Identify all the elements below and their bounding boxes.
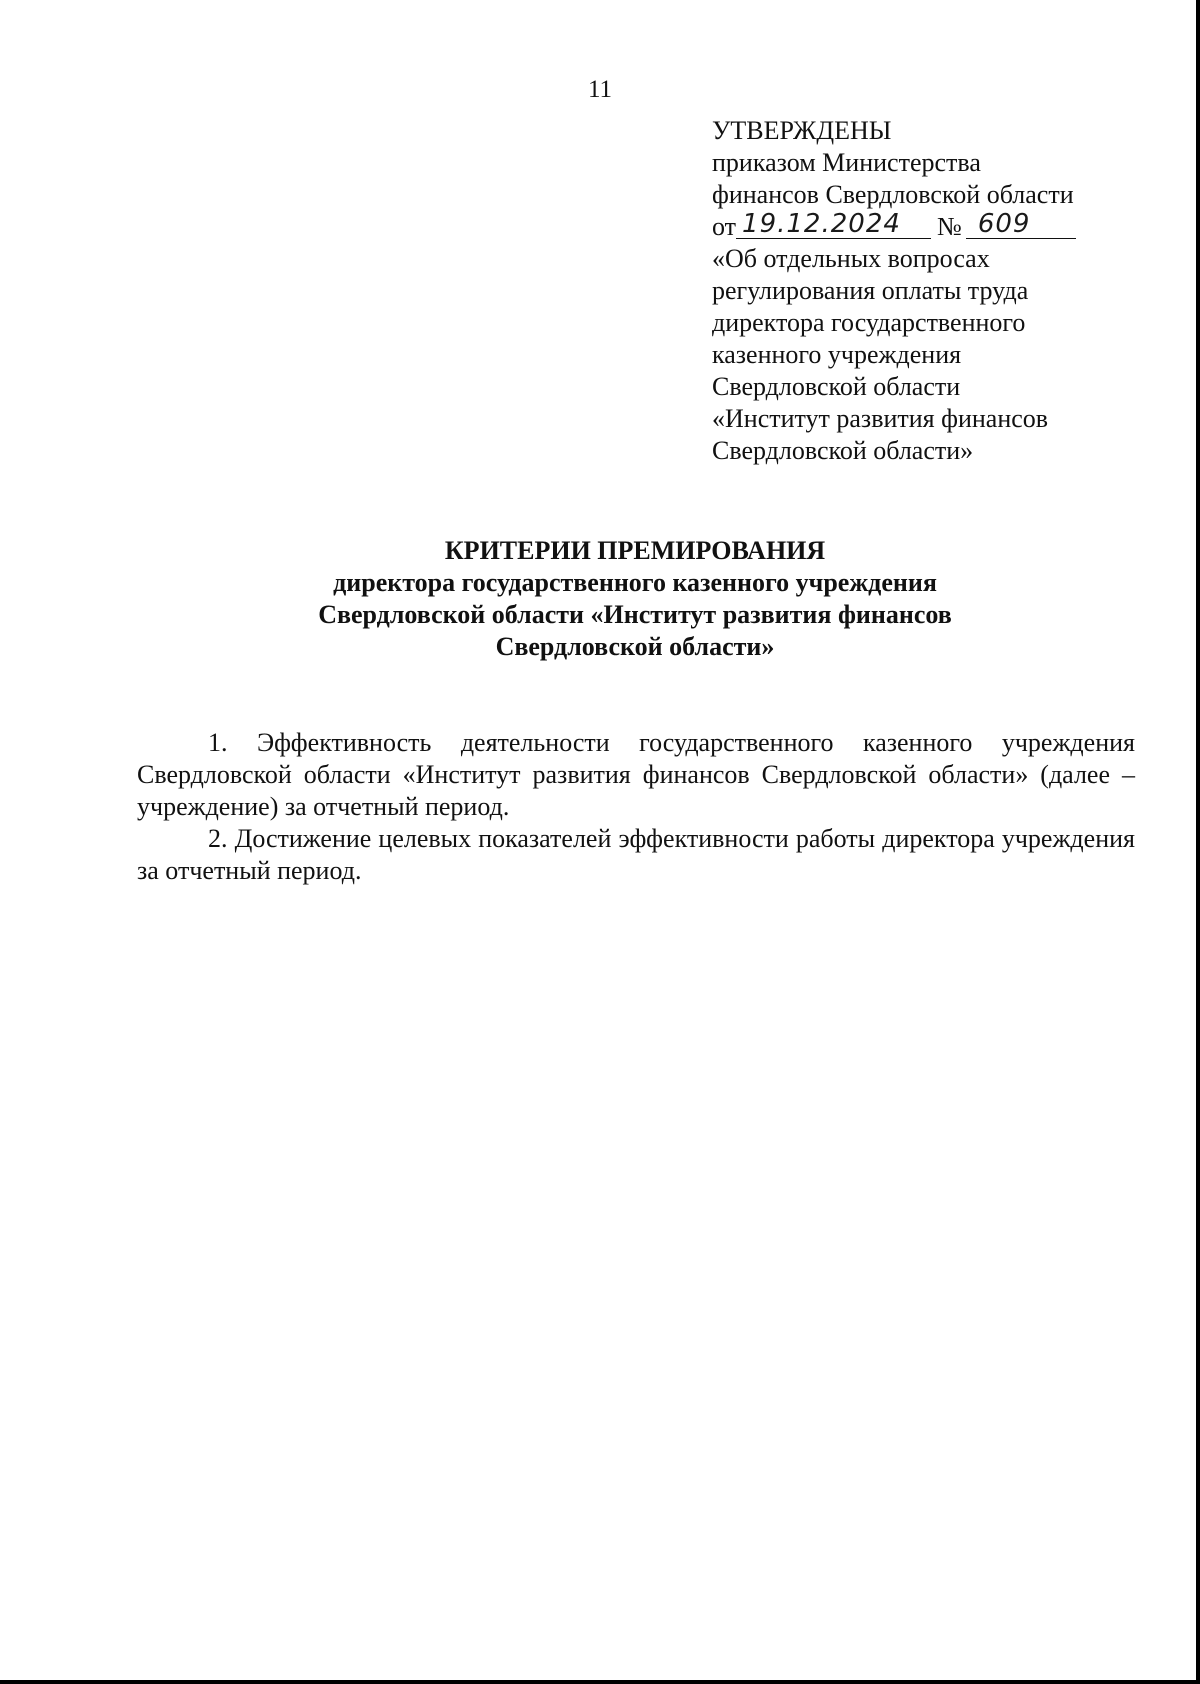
approval-line: приказом Министерства xyxy=(712,148,981,177)
scan-border-bottom xyxy=(0,1680,1200,1684)
date-prefix: от xyxy=(712,212,737,241)
approval-line: финансов Свердловской области xyxy=(712,180,1074,209)
approval-subject-line: «Об отдельных вопросах xyxy=(712,244,990,273)
approval-subject-line: директора государственного xyxy=(712,308,1026,337)
criteria-item: 2. Достижение целевых показателей эффективности работы директора учреждения за отчетный период. xyxy=(137,824,1135,885)
title-subline: Свердловской области» xyxy=(495,632,775,661)
number-prefix: № xyxy=(937,212,962,241)
title-subline: Свердловской области «Институт развития финансов xyxy=(318,600,952,629)
approval-subject-line: «Институт развития финансов xyxy=(712,404,1049,433)
approval-subject-line: казенного учреждения xyxy=(712,340,962,369)
document-title xyxy=(0,535,1200,663)
page-number: 11 xyxy=(587,76,613,103)
title-main: КРИТЕРИИ ПРЕМИРОВАНИЯ xyxy=(444,536,826,565)
scan-border-right xyxy=(1196,0,1200,1684)
handwritten-number: 609 xyxy=(977,209,1031,239)
approval-heading: УТВЕРЖДЕНЫ xyxy=(712,116,892,145)
number-field xyxy=(966,209,1076,239)
criteria-item: 1. Эффективность деятельности государственного казенного учреждения Свердловской области «Институт развития финансов Свердловской области» (далее – учреждение) за отчетный период. xyxy=(137,728,1135,821)
criteria-list xyxy=(137,727,1135,887)
approval-date-number-line xyxy=(712,211,1132,243)
approval-subject-line: регулирования оплаты труда xyxy=(712,276,1029,305)
handwritten-date: 19.12.2024 xyxy=(742,209,901,239)
approval-subject-line: Свердловской области xyxy=(712,372,961,401)
approval-stamp-block xyxy=(712,115,1132,467)
date-field xyxy=(736,209,931,239)
title-subline: директора государственного казенного учреждения xyxy=(333,568,937,597)
approval-subject-line: Свердловской области» xyxy=(712,436,974,465)
